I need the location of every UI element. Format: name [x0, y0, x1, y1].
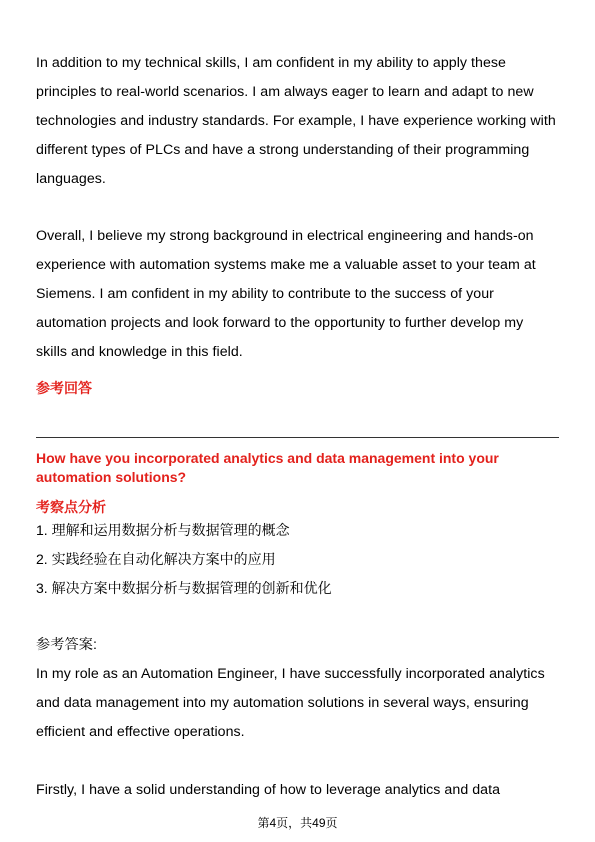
paragraph-overall: [36, 222, 559, 367]
list-item: 3. 解决方案中数据分析与数据管理的创新和优化: [36, 580, 332, 596]
analysis-list: [36, 516, 332, 603]
list-item: 2. 实践经验在自动化解决方案中的应用: [36, 551, 276, 567]
text-line: automation projects and look forward to the opportunity to further develop my: [36, 315, 524, 331]
list-item: 1. 理解和运用数据分析与数据管理的概念: [36, 522, 290, 538]
section-divider: [36, 437, 559, 438]
paragraph-firstly: [36, 776, 559, 805]
answer-label: 参考答案:: [36, 637, 97, 653]
text-line: principles to real-world scenarios. I am always eager to learn and adapt to new: [36, 84, 534, 100]
page-number-footer: 第4页，共49页: [257, 816, 338, 830]
text-line: Firstly, I have a solid understanding of how to leverage analytics and data: [36, 782, 501, 798]
text-line: languages.: [36, 171, 106, 187]
paragraph-technical-skills: [36, 49, 559, 194]
text-line: Siemens. I am confident in my ability to contribute to the success of your: [36, 286, 494, 302]
question-heading: [36, 449, 559, 487]
text-line: different types of PLCs and have a strong understanding of their programming: [36, 142, 530, 158]
text-line: efficient and effective operations.: [36, 724, 245, 740]
text-line: technologies and industry standards. For example, I have experience working with: [36, 113, 556, 129]
reference-answer-label: 参考回答: [36, 380, 92, 396]
text-line: In addition to my technical skills, I am confident in my ability to apply these: [36, 55, 506, 71]
text-line: and data management into my automation solutions in several ways, ensuring: [36, 695, 529, 711]
text-line: Overall, I believe my strong background in electrical engineering and hands-on: [36, 228, 534, 244]
analysis-label: 考察点分析: [36, 499, 106, 515]
text-line: In my role as an Automation Engineer, I have successfully incorporated analytics: [36, 666, 545, 682]
paragraph-answer-intro: [36, 660, 559, 747]
question-line: automation solutions?: [36, 469, 187, 485]
text-line: experience with automation systems make me a valuable asset to your team at: [36, 257, 536, 273]
text-line: skills and knowledge in this field.: [36, 344, 243, 360]
question-line: How have you incorporated analytics and data management into your: [36, 450, 499, 466]
